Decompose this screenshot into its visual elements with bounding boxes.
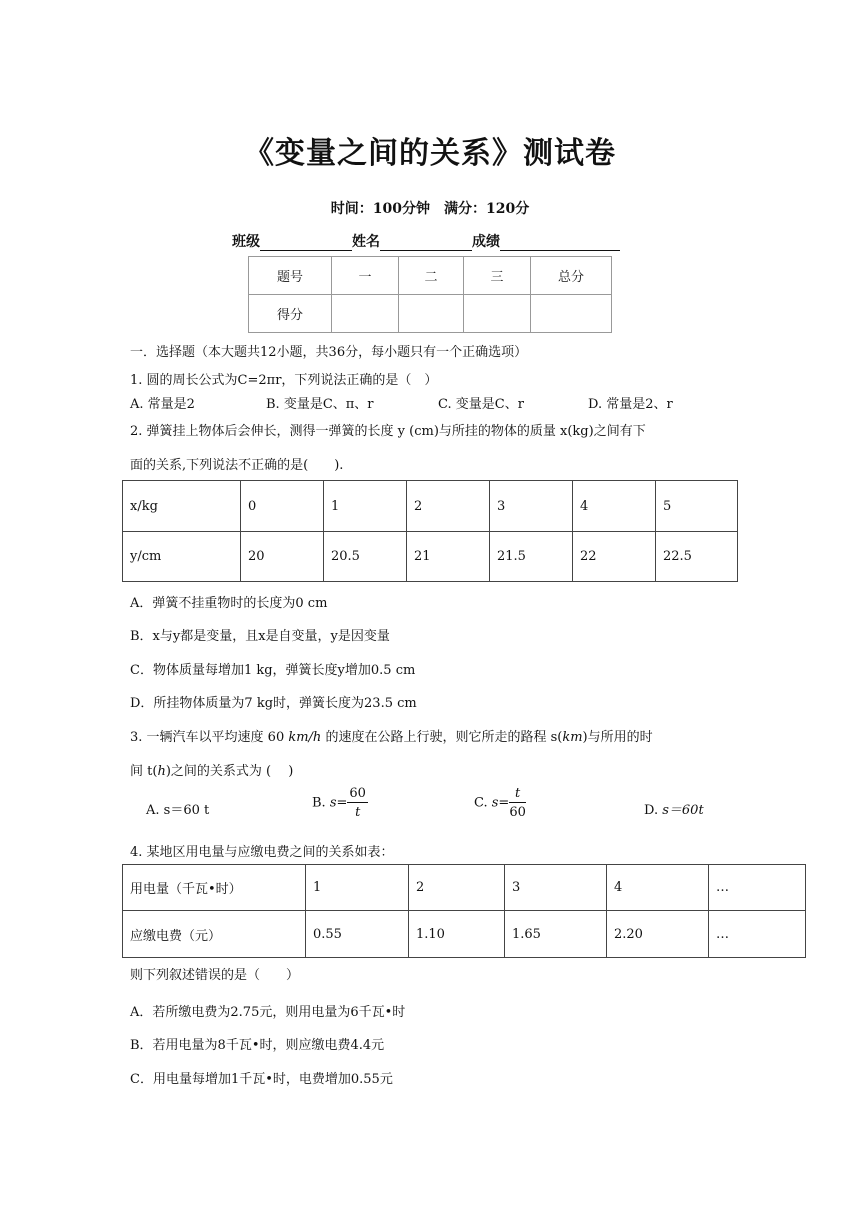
table-row (123, 865, 806, 911)
fraction-numerator: 60 (349, 786, 366, 801)
q3-text-part: 3. 一辆汽车以平均速度 60 (130, 730, 289, 745)
table-cell: 5 (656, 481, 738, 532)
option-c[interactable]: C. 变量是C、r (438, 397, 524, 412)
table-cell: 2 (409, 865, 505, 911)
question-4-question: 则下列叙述错误的是（ ） (130, 968, 300, 983)
name-blank[interactable] (380, 235, 472, 251)
q3-text-part: 的速度在公路上行驶，则它所走的路程 s( (321, 730, 563, 745)
table-row (123, 911, 806, 958)
exam-time-score: 时间：100分钟 满分：120分 (330, 201, 530, 217)
table-cell: 0 (241, 481, 324, 532)
section-heading: 一．选择题（本大题共12小题，共36分，每小题只有一个正确选项） (130, 345, 528, 360)
table-cell: 2.20 (607, 911, 709, 958)
question-2-option-d[interactable]: D．所挂物体质量为7 kg时，弹簧长度为23.5 cm (130, 696, 417, 711)
score-header-cell: 二 (399, 257, 464, 295)
fraction-numerator: t (509, 787, 526, 803)
q3-time-unit: h (157, 764, 166, 779)
table-cell: 1.10 (409, 911, 505, 958)
table-cell: 应缴电费（元） (123, 911, 306, 958)
option-b-lhs: s= (329, 795, 348, 811)
table-cell: 4 (573, 481, 656, 532)
option-label: A. (146, 803, 160, 818)
question-3-text-line2 (130, 760, 293, 779)
question-2-text-line1: 2. 弹簧挂上物体后会伸长，测得一弹簧的长度 y (cm)与所挂的物体的质量 x(kg)之间有下 (130, 424, 646, 439)
option-c-fraction (509, 787, 526, 819)
option-d[interactable]: D. 常量是2、r (588, 397, 673, 412)
question-3-option-b[interactable] (312, 787, 368, 819)
table-cell: 1 (306, 865, 409, 911)
score-cell[interactable] (399, 295, 464, 333)
table-cell: 20.5 (324, 532, 407, 582)
score-cell[interactable] (464, 295, 531, 333)
spring-data-table (122, 480, 738, 582)
question-3-option-a[interactable] (146, 799, 209, 818)
q3-text-part: )之间的关系式为 ( ) (165, 764, 294, 779)
score-table (248, 256, 612, 333)
table-cell: 22 (573, 532, 656, 582)
table-cell: … (709, 911, 806, 958)
table-row (123, 532, 738, 582)
electricity-fee-table (122, 864, 806, 958)
question-4-option-b[interactable]: B．若用电量为8千瓦•时，则应缴电费4.4元 (130, 1038, 385, 1053)
question-4-option-c[interactable]: C．用电量每增加1千瓦•时，电费增加0.55元 (130, 1072, 393, 1087)
option-label: C. (474, 795, 488, 811)
q3-text-part: 间 t( (130, 764, 158, 779)
table-cell: 3 (505, 865, 607, 911)
score-cell[interactable] (531, 295, 612, 333)
score-blank[interactable] (500, 235, 620, 251)
score-header-cell: 三 (464, 257, 531, 295)
option-b-fraction (347, 787, 368, 819)
question-4-option-a[interactable]: A．若所缴电费为2.75元，则用电量为6千瓦•时 (130, 1005, 406, 1020)
table-cell: 用电量（千瓦•时） (123, 865, 306, 911)
class-label: 班级 (232, 234, 260, 250)
table-row (123, 481, 738, 532)
question-1-text: 1. 圆的周长公式为C=2πr，下列说法正确的是（ ） (130, 373, 438, 388)
question-3-option-d[interactable] (644, 799, 704, 818)
table-cell: 21.5 (490, 532, 573, 582)
score-table-row (249, 295, 612, 333)
table-cell: 2 (407, 481, 490, 532)
score-cell[interactable] (332, 295, 399, 333)
table-cell: y/cm (123, 532, 241, 582)
q3-speed-unit: km/h (288, 730, 322, 745)
table-cell: 20 (241, 532, 324, 582)
score-header-cell: 题号 (249, 257, 332, 295)
question-2-option-a[interactable]: A．弹簧不挂重物时的长度为0 cm (130, 596, 328, 611)
score-table-header-row (249, 257, 612, 295)
option-a[interactable]: A. 常量是2 (130, 397, 195, 412)
table-cell: 1.65 (505, 911, 607, 958)
name-label: 姓名 (352, 234, 380, 250)
table-cell: 0.55 (306, 911, 409, 958)
q3-text-part: )与所用的时 (582, 730, 653, 745)
question-2-option-c[interactable]: C．物体质量每增加1 kg，弹簧长度y增加0.5 cm (130, 663, 416, 678)
q3-distance-unit: km (562, 730, 583, 745)
score-label: 成绩 (472, 234, 500, 250)
question-3-text-line1 (130, 726, 653, 745)
option-a-expression: s＝60 t (163, 803, 210, 818)
class-blank[interactable] (260, 235, 352, 251)
option-label: D. (644, 803, 659, 818)
table-cell: … (709, 865, 806, 911)
page-title: 《变量之间的关系》测试卷 (244, 136, 616, 171)
student-info-line (232, 231, 620, 251)
score-header-cell: 一 (332, 257, 399, 295)
question-1-options (130, 393, 673, 412)
question-2-option-b[interactable]: B．x与y都是变量，且x是自变量，y是因变量 (130, 629, 390, 644)
table-cell: 3 (490, 481, 573, 532)
option-d-expression: s＝60t (662, 803, 704, 818)
score-header-cell: 总分 (531, 257, 612, 295)
option-c-lhs: s= (491, 795, 510, 811)
score-row-label: 得分 (249, 295, 332, 333)
table-cell: 21 (407, 532, 490, 582)
option-b[interactable]: B. 变量是C、π、r (266, 397, 374, 412)
question-2-text-line2: 面的关系,下列说法不正确的是( ). (130, 458, 344, 473)
question-3-option-c[interactable] (474, 787, 526, 819)
table-cell: 22.5 (656, 532, 738, 582)
question-4-text: 4. 某地区用电量与应缴电费之间的关系如表： (130, 845, 394, 860)
table-cell: x/kg (123, 481, 241, 532)
option-label: B. (312, 795, 326, 811)
fraction-denominator: t (355, 805, 361, 820)
fraction-denominator: 60 (509, 805, 526, 820)
table-cell: 4 (607, 865, 709, 911)
table-cell: 1 (324, 481, 407, 532)
